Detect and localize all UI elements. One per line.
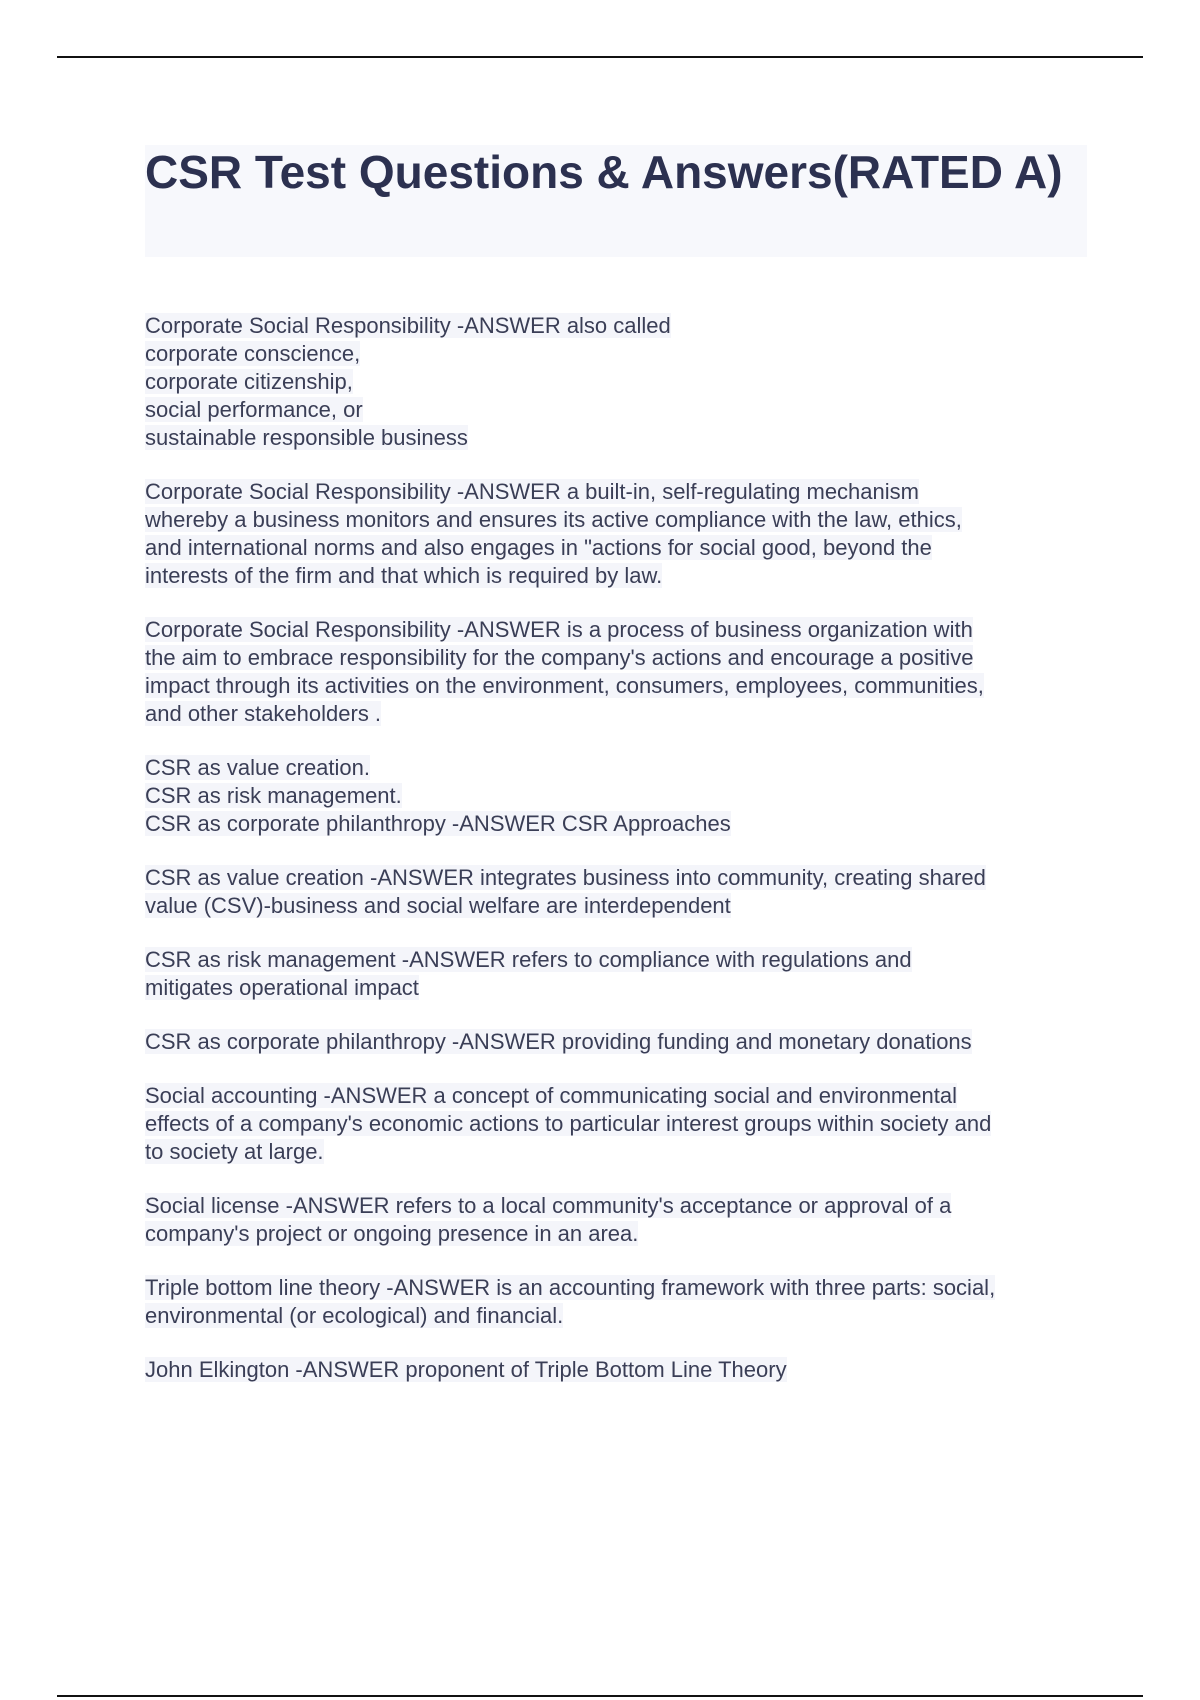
qa-line-text: mitigates operational impact <box>145 975 419 1000</box>
qa-line-text: value (CSV)-business and social welfare are interdependent <box>145 893 731 918</box>
qa-line-text: CSR as value creation. <box>145 755 370 780</box>
qa-entry <box>145 312 1090 452</box>
qa-line <box>145 424 1090 452</box>
qa-line-text: Corporate Social Responsibility -ANSWER a built-in, self-regulating mechanism <box>145 479 919 504</box>
qa-list <box>145 312 1090 1410</box>
qa-line <box>145 312 1090 340</box>
qa-entry <box>145 478 1090 590</box>
qa-line <box>145 1220 1090 1248</box>
qa-line-text: and international norms and also engages in "actions for social good, beyond the <box>145 535 932 560</box>
qa-line <box>145 1302 1090 1330</box>
top-rule <box>57 56 1143 58</box>
qa-line <box>145 892 1090 920</box>
qa-line <box>145 700 1090 728</box>
qa-line <box>145 562 1090 590</box>
qa-line <box>145 782 1090 810</box>
document-title: CSR Test Questions & Answers(RATED A) <box>145 146 1063 198</box>
qa-line <box>145 1192 1090 1220</box>
qa-entry <box>145 1274 1090 1330</box>
qa-line <box>145 754 1090 782</box>
qa-line <box>145 340 1090 368</box>
qa-line-text: corporate citizenship, <box>145 369 353 394</box>
qa-entry <box>145 1082 1090 1166</box>
qa-line-text: effects of a company's economic actions to particular interest groups within society and <box>145 1111 992 1136</box>
qa-line <box>145 1028 1090 1056</box>
qa-line <box>145 974 1090 1002</box>
qa-line-text: Social license -ANSWER refers to a local community's acceptance or approval of a <box>145 1193 952 1218</box>
bottom-rule <box>57 1695 1143 1697</box>
qa-line <box>145 864 1090 892</box>
qa-entry <box>145 754 1090 838</box>
qa-entry <box>145 616 1090 728</box>
qa-line <box>145 368 1090 396</box>
qa-line-text: John Elkington -ANSWER proponent of Triple Bottom Line Theory <box>145 1357 787 1382</box>
qa-line-text: impact through its activities on the environment, consumers, employees, communities, <box>145 673 984 698</box>
qa-line <box>145 810 1090 838</box>
qa-line <box>145 616 1090 644</box>
qa-line <box>145 506 1090 534</box>
qa-line-text: to society at large. <box>145 1139 324 1164</box>
qa-line-text: environmental (or ecological) and financial. <box>145 1303 564 1328</box>
qa-line-text: sustainable responsible business <box>145 425 468 450</box>
qa-line-text: Corporate Social Responsibility -ANSWER is a process of business organization with <box>145 617 973 642</box>
qa-line-text: CSR as risk management. <box>145 783 402 808</box>
qa-entry <box>145 946 1090 1002</box>
qa-line-text: CSR as corporate philanthropy -ANSWER CSR Approaches <box>145 811 731 836</box>
qa-line-text: social performance, or <box>145 397 363 422</box>
qa-entry <box>145 864 1090 920</box>
qa-line-text: corporate conscience, <box>145 341 361 366</box>
qa-line <box>145 946 1090 974</box>
qa-line <box>145 1110 1090 1138</box>
qa-line-text: CSR as corporate philanthropy -ANSWER providing funding and monetary donations <box>145 1029 972 1054</box>
qa-line-text: whereby a business monitors and ensures its active compliance with the law, ethics, <box>145 507 962 532</box>
qa-line-text: Corporate Social Responsibility -ANSWER also called <box>145 313 671 338</box>
qa-line <box>145 644 1090 672</box>
qa-line <box>145 1274 1090 1302</box>
qa-line-text: and other stakeholders . <box>145 701 382 726</box>
qa-line <box>145 672 1090 700</box>
qa-line-text: CSR as value creation -ANSWER integrates business into community, creating shared <box>145 865 986 890</box>
qa-line-text: CSR as risk management -ANSWER refers to compliance with regulations and <box>145 947 912 972</box>
qa-line-text: Triple bottom line theory -ANSWER is an accounting framework with three parts: social, <box>145 1275 996 1300</box>
qa-line <box>145 1356 1090 1384</box>
qa-entry <box>145 1356 1090 1384</box>
qa-entry <box>145 1028 1090 1056</box>
qa-line <box>145 396 1090 424</box>
qa-line-text: interests of the firm and that which is required by law. <box>145 563 663 588</box>
qa-line <box>145 478 1090 506</box>
qa-line-text: company's project or ongoing presence in an area. <box>145 1221 639 1246</box>
qa-line <box>145 1082 1090 1110</box>
qa-line-text: Social accounting -ANSWER a concept of communicating social and environmental <box>145 1083 957 1108</box>
qa-line-text: the aim to embrace responsibility for the company's actions and encourage a positive <box>145 645 974 670</box>
qa-line <box>145 534 1090 562</box>
qa-entry <box>145 1192 1090 1248</box>
qa-line <box>145 1138 1090 1166</box>
